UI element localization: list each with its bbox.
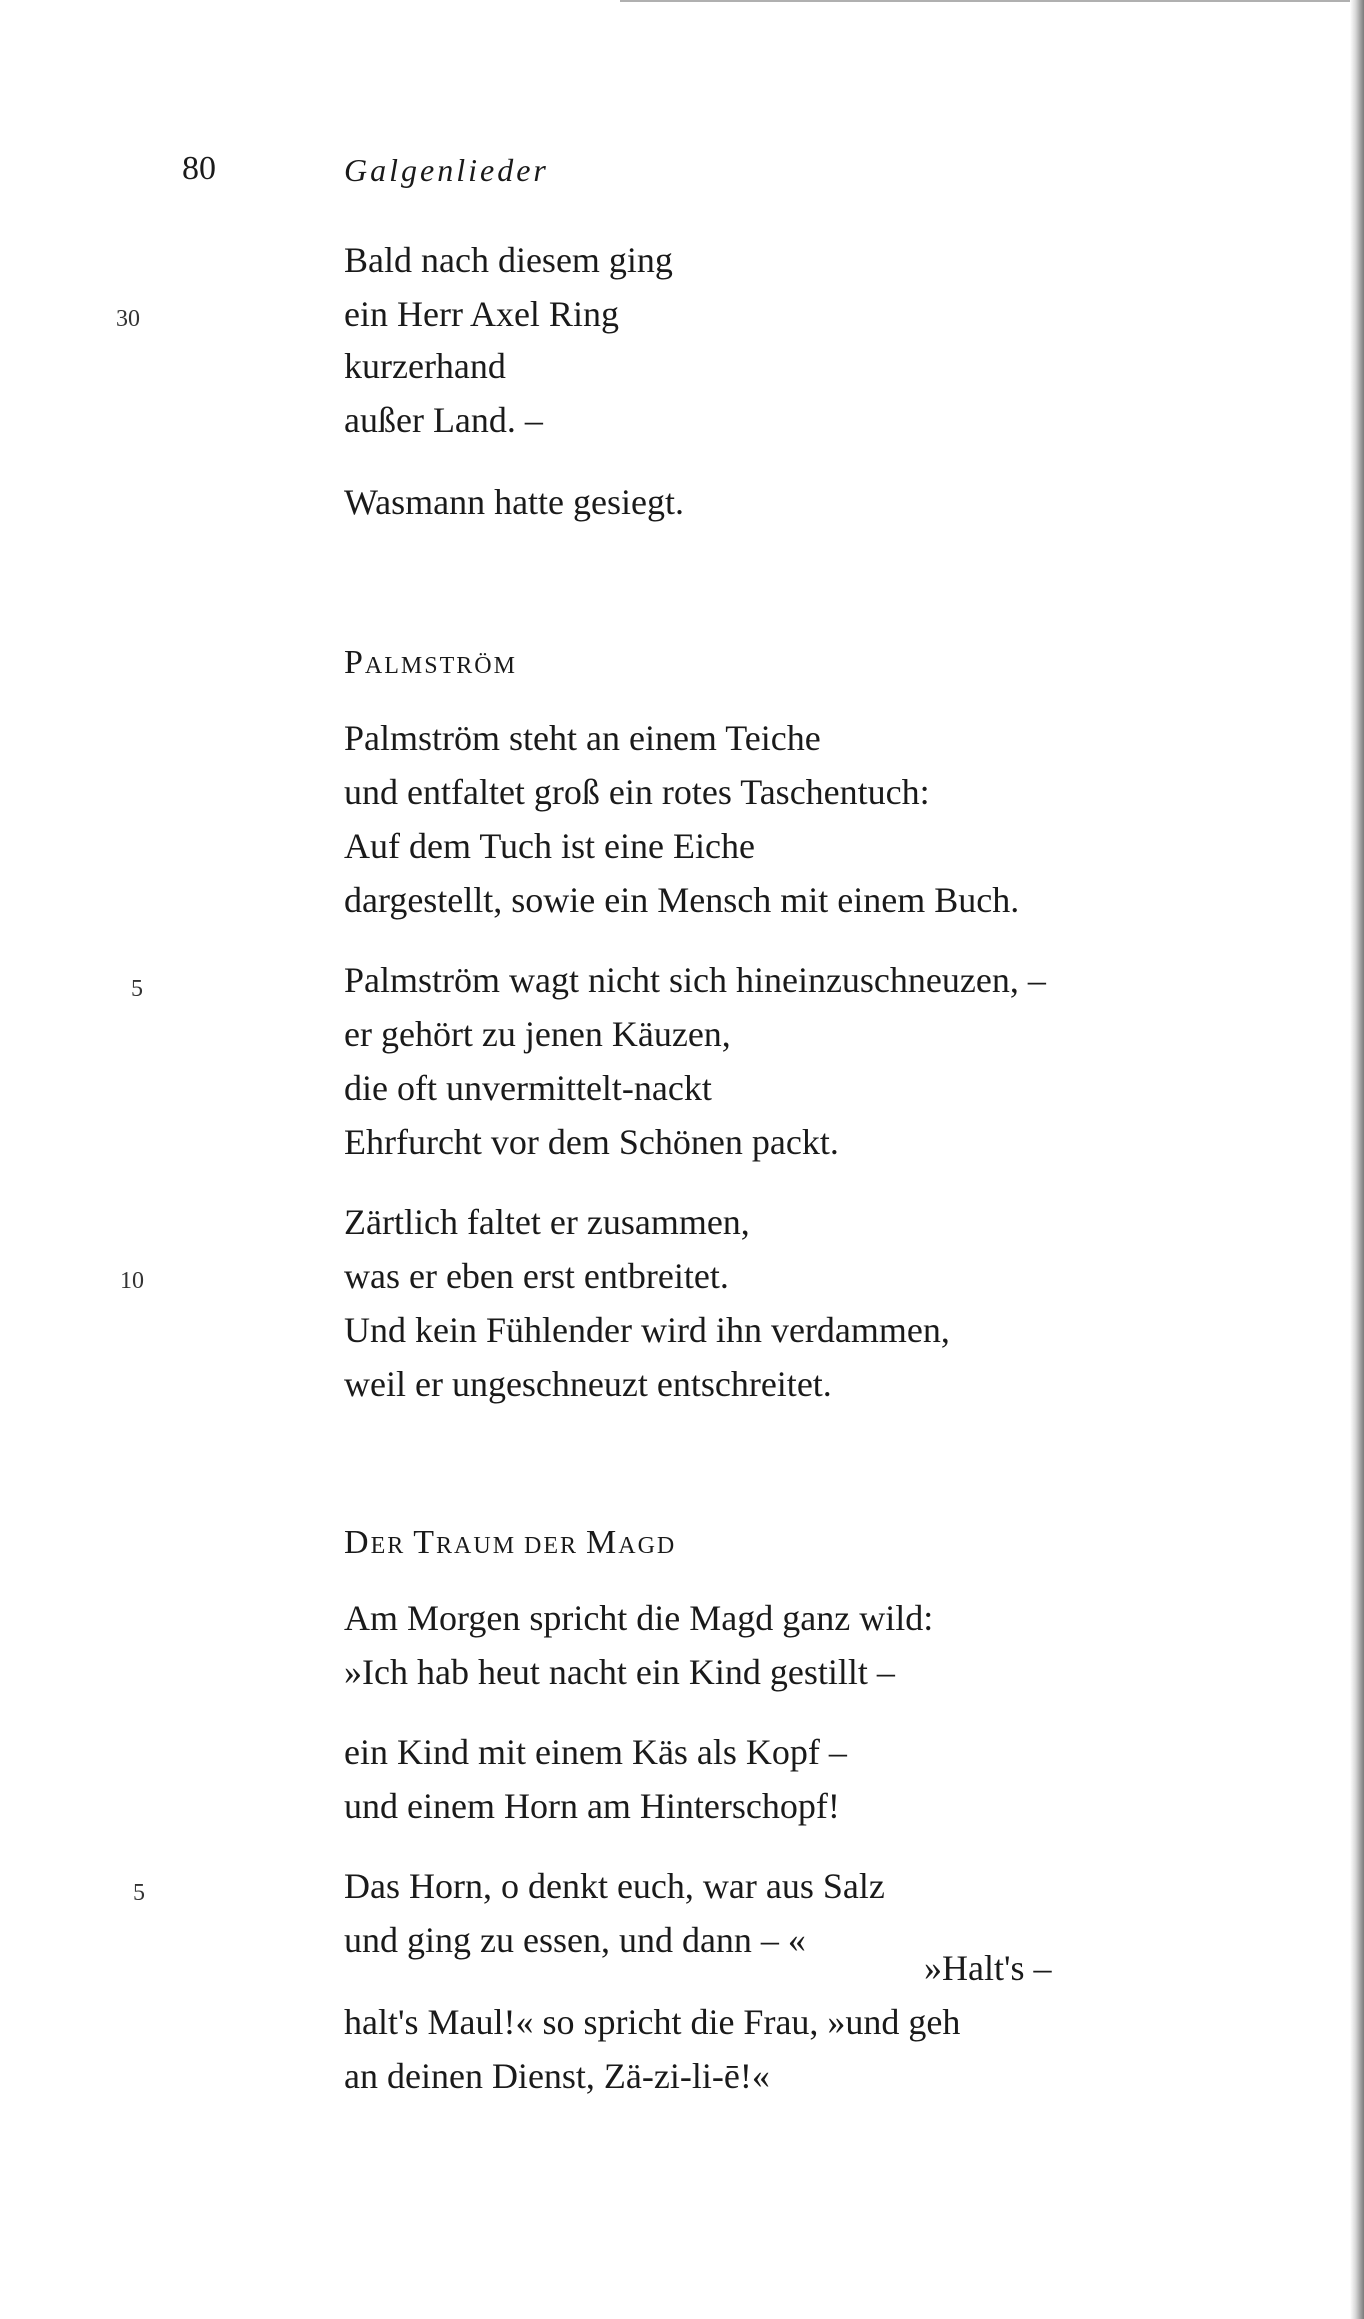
- poem-line: und einem Horn am Hinterschopf!: [344, 1786, 840, 1826]
- poem-line-indented: »Halt's –: [924, 1948, 1052, 1988]
- poem-title-traum-der-magd: DER TRAUM DER MAGD: [344, 1524, 677, 1561]
- line-number: 30: [116, 306, 140, 332]
- poem-line: Wasmann hatte gesiegt.: [344, 482, 684, 522]
- poem-title-palmstroem: PALMSTRÖM: [344, 644, 517, 681]
- poem-line: und entfaltet groß ein rotes Taschentuch:: [344, 772, 930, 812]
- poem-line: Ehrfurcht vor dem Schönen packt.: [344, 1122, 839, 1162]
- poem-line: Bald nach diesem ging: [344, 240, 673, 280]
- page-number: 80: [182, 150, 216, 187]
- poem-line: die oft unvermittelt-nackt: [344, 1068, 712, 1108]
- poem-line: »Ich hab heut nacht ein Kind gestillt –: [344, 1652, 895, 1692]
- poem-line: Palmström steht an einem Teiche: [344, 718, 821, 758]
- poem-line: was er eben erst entbreitet.: [344, 1256, 729, 1296]
- poem-line: an deinen Dienst, Zä-zi-li-ē!«: [344, 2056, 770, 2096]
- running-title: Galgenlieder: [344, 152, 549, 188]
- poem-line: Am Morgen spricht die Magd ganz wild:: [344, 1598, 934, 1638]
- poem-line: er gehört zu jenen Käuzen,: [344, 1014, 731, 1054]
- poem-line: halt's Maul!« so spricht die Frau, »und geh: [344, 2002, 961, 2042]
- poem-line: dargestellt, sowie ein Mensch mit einem Buch.: [344, 880, 1020, 920]
- poem-line: weil er ungeschneuzt entschreitet.: [344, 1364, 832, 1404]
- page-top-edge: [620, 0, 1364, 2]
- poem-line: außer Land. –: [344, 400, 543, 440]
- poem-line: Zärtlich faltet er zusammen,: [344, 1202, 750, 1242]
- poem-line: kurzerhand: [344, 346, 506, 386]
- poem-line: Auf dem Tuch ist eine Eiche: [344, 826, 755, 866]
- poem-line: ein Kind mit einem Käs als Kopf –: [344, 1732, 847, 1772]
- poem-line: ein Herr Axel Ring: [344, 294, 619, 334]
- poem-line: und ging zu essen, und dann – «: [344, 1920, 806, 1960]
- line-number: 10: [120, 1268, 144, 1294]
- poem-line: Und kein Fühlender wird ihn verdammen,: [344, 1310, 950, 1350]
- poem-line: Palmström wagt nicht sich hineinzuschneuzen, –: [344, 960, 1046, 1000]
- line-number: 5: [131, 976, 143, 1002]
- page-edge-shadow: [1350, 0, 1364, 2319]
- poem-line: Das Horn, o denkt euch, war aus Salz: [344, 1866, 885, 1906]
- line-number: 5: [133, 1880, 145, 1906]
